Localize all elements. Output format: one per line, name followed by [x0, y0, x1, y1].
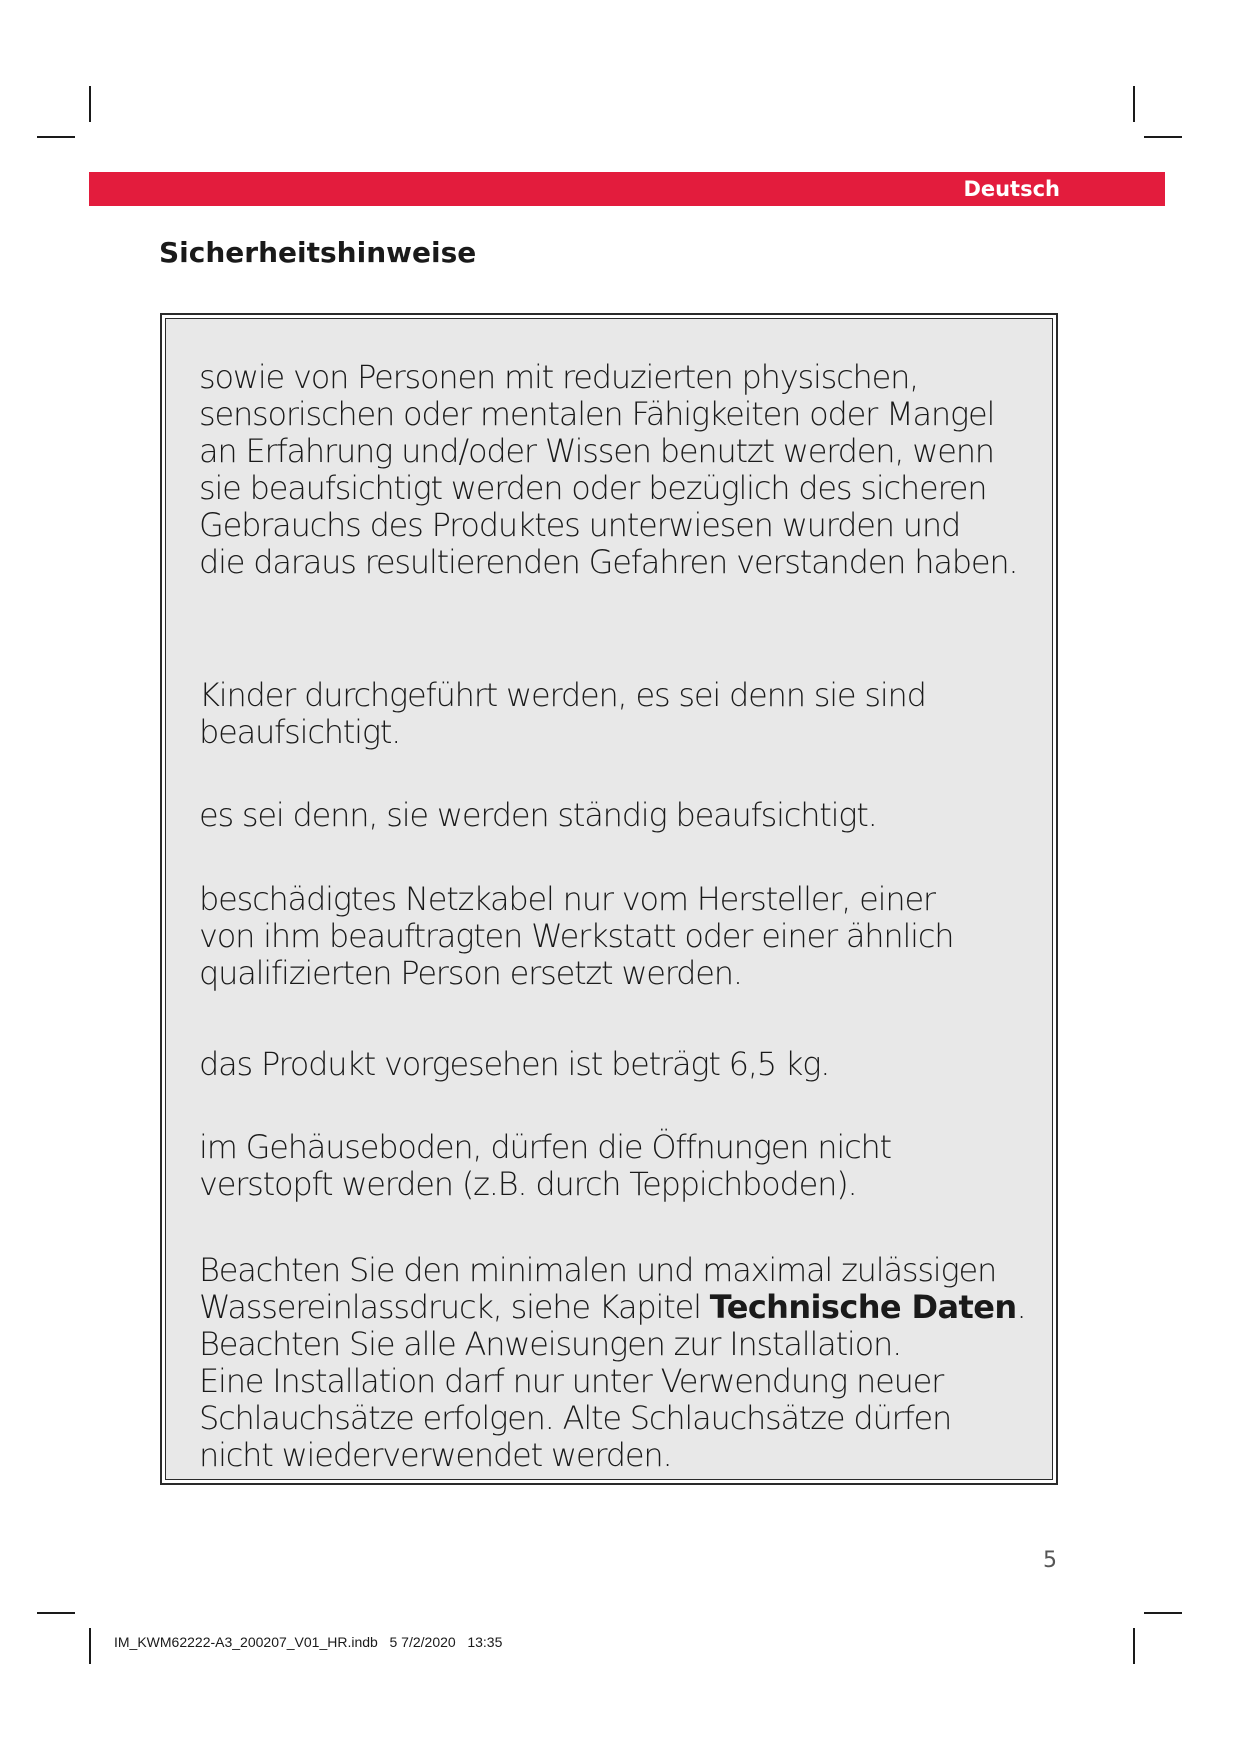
- text-fragment: Wassereinlassdruck, siehe Kapitel: [199, 1288, 710, 1326]
- text-line: qualifizierten Person ersetzt werden.: [199, 954, 742, 992]
- text-line: [199, 1289, 1025, 1326]
- text-fragment: .: [1016, 1288, 1026, 1326]
- paragraph-children-cleaning: [199, 677, 926, 751]
- paragraph-max-load: [199, 1046, 829, 1083]
- crop-mark-top-left-horizontal: [37, 136, 75, 138]
- text-line: das Produkt vorgesehen ist beträgt 6,5 kg.: [199, 1045, 830, 1083]
- crop-mark-bottom-left-horizontal: [37, 1612, 75, 1614]
- text-line: Beachten Sie den minimalen und maximal zulässigen: [199, 1251, 997, 1289]
- text-line: Eine Installation darf nur unter Verwendung neuer: [199, 1362, 944, 1400]
- safety-notes-box: [160, 313, 1058, 1485]
- text-line: die daraus resultierenden Gefahren verstanden haben.: [199, 543, 1018, 581]
- crop-mark-top-left-vertical: [89, 86, 91, 122]
- text-line: von ihm beauftragten Werkstatt oder einer ähnlich: [199, 917, 954, 955]
- language-label: Deutsch: [963, 177, 1060, 201]
- paragraph-installation: [199, 1252, 1025, 1474]
- text-line: sowie von Personen mit reduzierten physischen,: [199, 358, 919, 396]
- language-header-bar: [89, 172, 1165, 206]
- crop-mark-bottom-right-vertical: [1133, 1628, 1135, 1664]
- paragraph-ventilation-openings: [199, 1129, 891, 1203]
- text-line: im Gehäuseboden, dürfen die Öffnungen nicht: [199, 1128, 891, 1166]
- text-line: Kinder durchgeführt werden, es sei denn sie sind: [199, 676, 926, 714]
- crop-mark-top-right-vertical: [1133, 86, 1135, 122]
- crop-mark-bottom-left-vertical: [89, 1628, 91, 1664]
- text-line: sie beaufsichtigt werden oder bezüglich des sicheren: [199, 469, 987, 507]
- section-title: Sicherheitshinweise: [159, 236, 477, 269]
- text-line: nicht wiederverwendet werden.: [199, 1436, 672, 1474]
- text-line: Beachten Sie alle Anweisungen zur Installation.: [199, 1325, 902, 1363]
- paragraph-power-cable: [199, 881, 953, 992]
- text-line: Gebrauchs des Produktes unterwiesen wurden und: [199, 506, 961, 544]
- technical-data-reference: Technische Daten: [709, 1288, 1017, 1326]
- print-slug: IM_KWM62222-A3_200207_V01_HR.indb 5 7/2/2020 13:35: [114, 1634, 503, 1650]
- text-line: sensorischen oder mentalen Fähigkeiten oder Mangel: [199, 395, 995, 433]
- safety-notes-box-inner: [165, 318, 1053, 1480]
- text-line: an Erfahrung und/oder Wissen benutzt werden, wenn: [199, 432, 994, 470]
- paragraph-constant-supervision: [199, 797, 877, 834]
- text-line: beschädigtes Netzkabel nur vom Hersteller, einer: [199, 880, 935, 918]
- crop-mark-top-right-horizontal: [1144, 136, 1182, 138]
- text-line: verstopft werden (z.B. durch Teppichboden).: [199, 1165, 857, 1203]
- text-line: es sei denn, sie werden ständig beaufsichtigt.: [199, 796, 877, 834]
- text-line: beaufsichtigt.: [199, 713, 401, 751]
- text-line: Schlauchsätze erfolgen. Alte Schlauchsätze dürfen: [199, 1399, 952, 1437]
- paragraph-supervision: [199, 359, 1017, 581]
- page-number: 5: [1043, 1548, 1057, 1573]
- crop-mark-bottom-right-horizontal: [1144, 1612, 1182, 1614]
